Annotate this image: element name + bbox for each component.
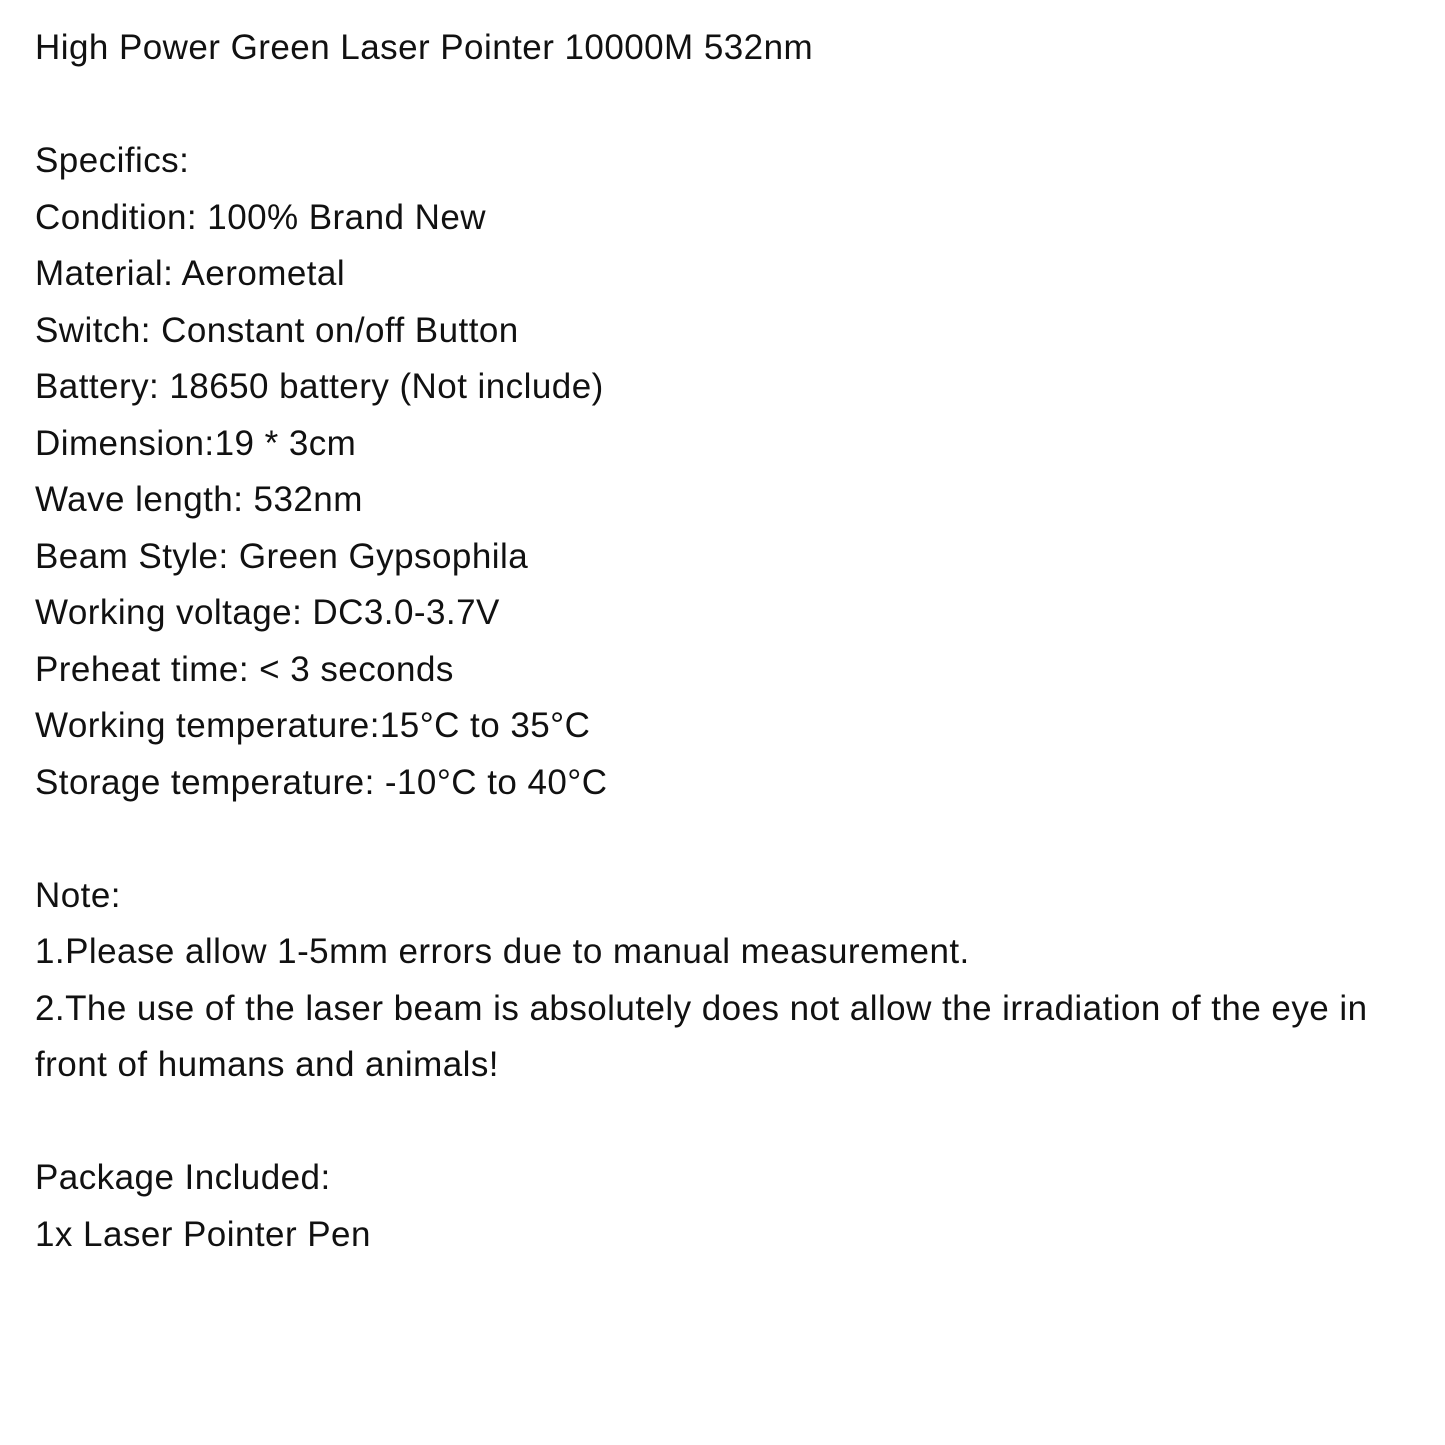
note-heading: Note: [35,875,121,915]
spec-switch: Switch: Constant on/off Button [35,310,519,350]
package-heading: Package Included: [35,1158,331,1197]
spec-dimension: Dimension:19 * 3cm [35,423,357,463]
spec-condition: Condition: 100% Brand New [35,197,486,237]
spacer [35,811,1430,868]
spacer [35,77,1430,134]
note-section [35,868,1430,1094]
spec-storage-temperature: Storage temperature: -10°C to 40°C [35,762,608,802]
spec-beam-style: Beam Style: Green Gypsophila [35,536,529,576]
specifics-section [35,133,1430,811]
spec-material: Material: Aerometal [35,254,346,293]
package-section [35,1150,1430,1263]
specifics-heading: Specifics: [35,141,190,180]
note-item-1: 1.Please allow 1-5mm errors due to manual measurement. [35,932,970,971]
spec-preheat-time: Preheat time: < 3 seconds [35,649,454,689]
note-item-2: 2.The use of the laser beam is absolutely does not allow the irradiation of the eye in front of humans and animals! [35,988,1368,1084]
spec-battery: Battery: 18650 battery (Not include) [35,367,604,406]
spec-wave-length: Wave length: 532nm [35,480,363,519]
product-description [35,20,1430,1263]
spec-working-voltage: Working voltage: DC3.0-3.7V [35,593,500,632]
spec-working-temperature: Working temperature:15°C to 35°C [35,706,591,745]
product-title: High Power Green Laser Pointer 10000M 532nm [35,28,814,67]
package-item-1: 1x Laser Pointer Pen [35,1214,371,1254]
spacer [35,1094,1430,1151]
